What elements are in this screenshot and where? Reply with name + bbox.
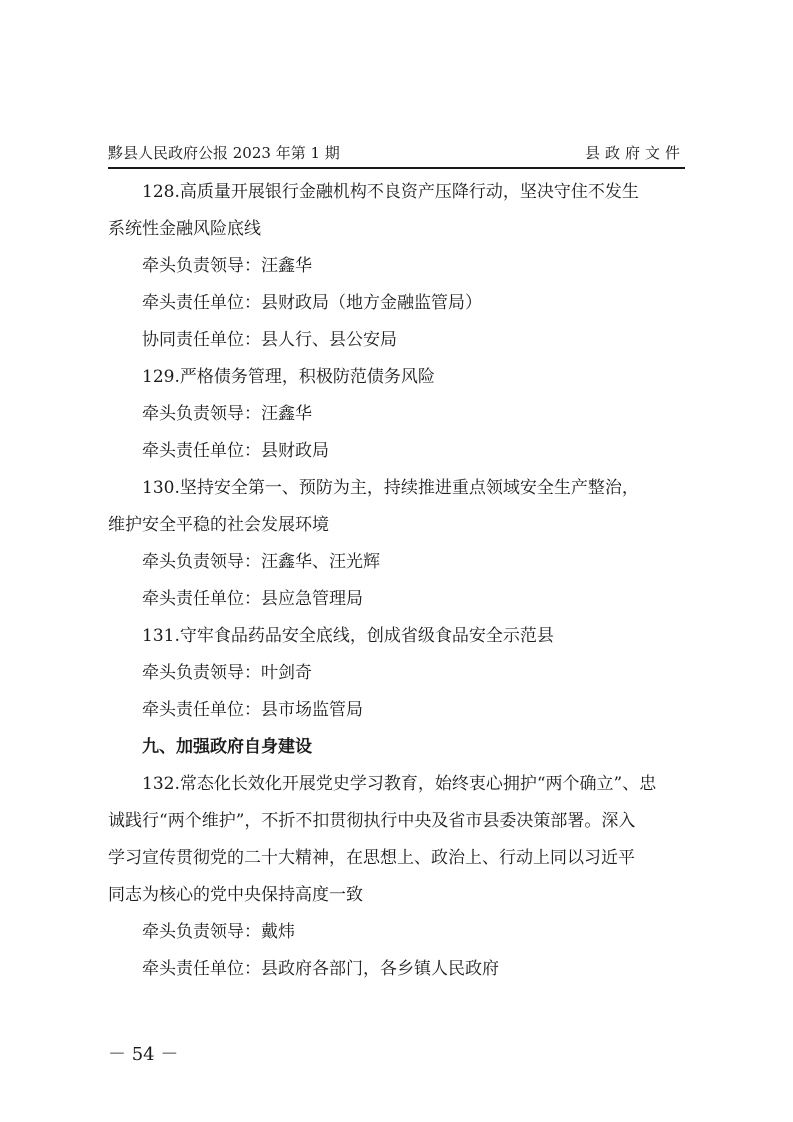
item-131-lead: 牵头负责领导：叶剑奇: [142, 663, 312, 683]
item-128-title-line-1: 128.高质量开展银行金融机构不良资产压降行动，坚决守住不发生: [142, 182, 639, 202]
item-130-lead: 牵头负责领导：汪鑫华、汪光辉: [142, 552, 380, 572]
item-130-unit: 牵头责任单位：县应急管理局: [142, 589, 363, 609]
item-130-title-line-1: 130.坚持安全第一、预防为主，持续推进重点领域安全生产整治，: [142, 478, 639, 498]
item-131-unit: 牵头责任单位：县市场监管局: [142, 700, 363, 720]
bulletin-issue-label: 黟县人民政府公报 2023 年第 1 期: [108, 144, 340, 162]
item-128-title-line-2: 系统性金融风险底线: [108, 219, 261, 239]
item-128-lead: 牵头负责领导：汪鑫华: [142, 256, 312, 276]
document-category-label: 县政府文件: [584, 144, 685, 162]
item-129-unit: 牵头责任单位：县财政局: [142, 441, 329, 461]
section-heading: 九、加强政府自身建设: [142, 737, 312, 757]
item-132-title-line-3: 学习宣传贯彻党的二十大精神，在思想上、政治上、行动上同以习近平: [108, 848, 635, 868]
item-132-title-line-1: 132.常态化长效化开展党史学习教育，始终衷心拥护“两个确立”、忠: [142, 774, 657, 794]
item-128-unit: 牵头责任单位：县财政局（地方金融监管局）: [142, 293, 482, 313]
item-130-title-line-2: 维护安全平稳的社会发展环境: [108, 515, 329, 535]
item-132-title-line-2: 诚践行“两个维护”，不折不扣贯彻执行中央及省市县委决策部署。深入: [108, 811, 636, 831]
page-number: － 54 －: [108, 1044, 179, 1065]
item-132-title-line-4: 同志为核心的党中央保持高度一致: [108, 885, 363, 905]
header-rule: [108, 167, 685, 169]
item-128-cooperate: 协同责任单位：县人行、县公安局: [142, 330, 397, 350]
item-131-title-line-1: 131.守牢食品药品安全底线，创成省级食品安全示范县: [142, 626, 554, 646]
item-132-lead: 牵头负责领导：戴炜: [142, 922, 295, 942]
document-body: [108, 174, 690, 988]
item-129-lead: 牵头负责领导：汪鑫华: [142, 404, 312, 424]
item-132-unit: 牵头责任单位：县政府各部门，各乡镇人民政府: [142, 959, 499, 979]
item-129-title-line-1: 129.严格债务管理，积极防范债务风险: [142, 367, 435, 387]
running-header: [108, 142, 685, 164]
